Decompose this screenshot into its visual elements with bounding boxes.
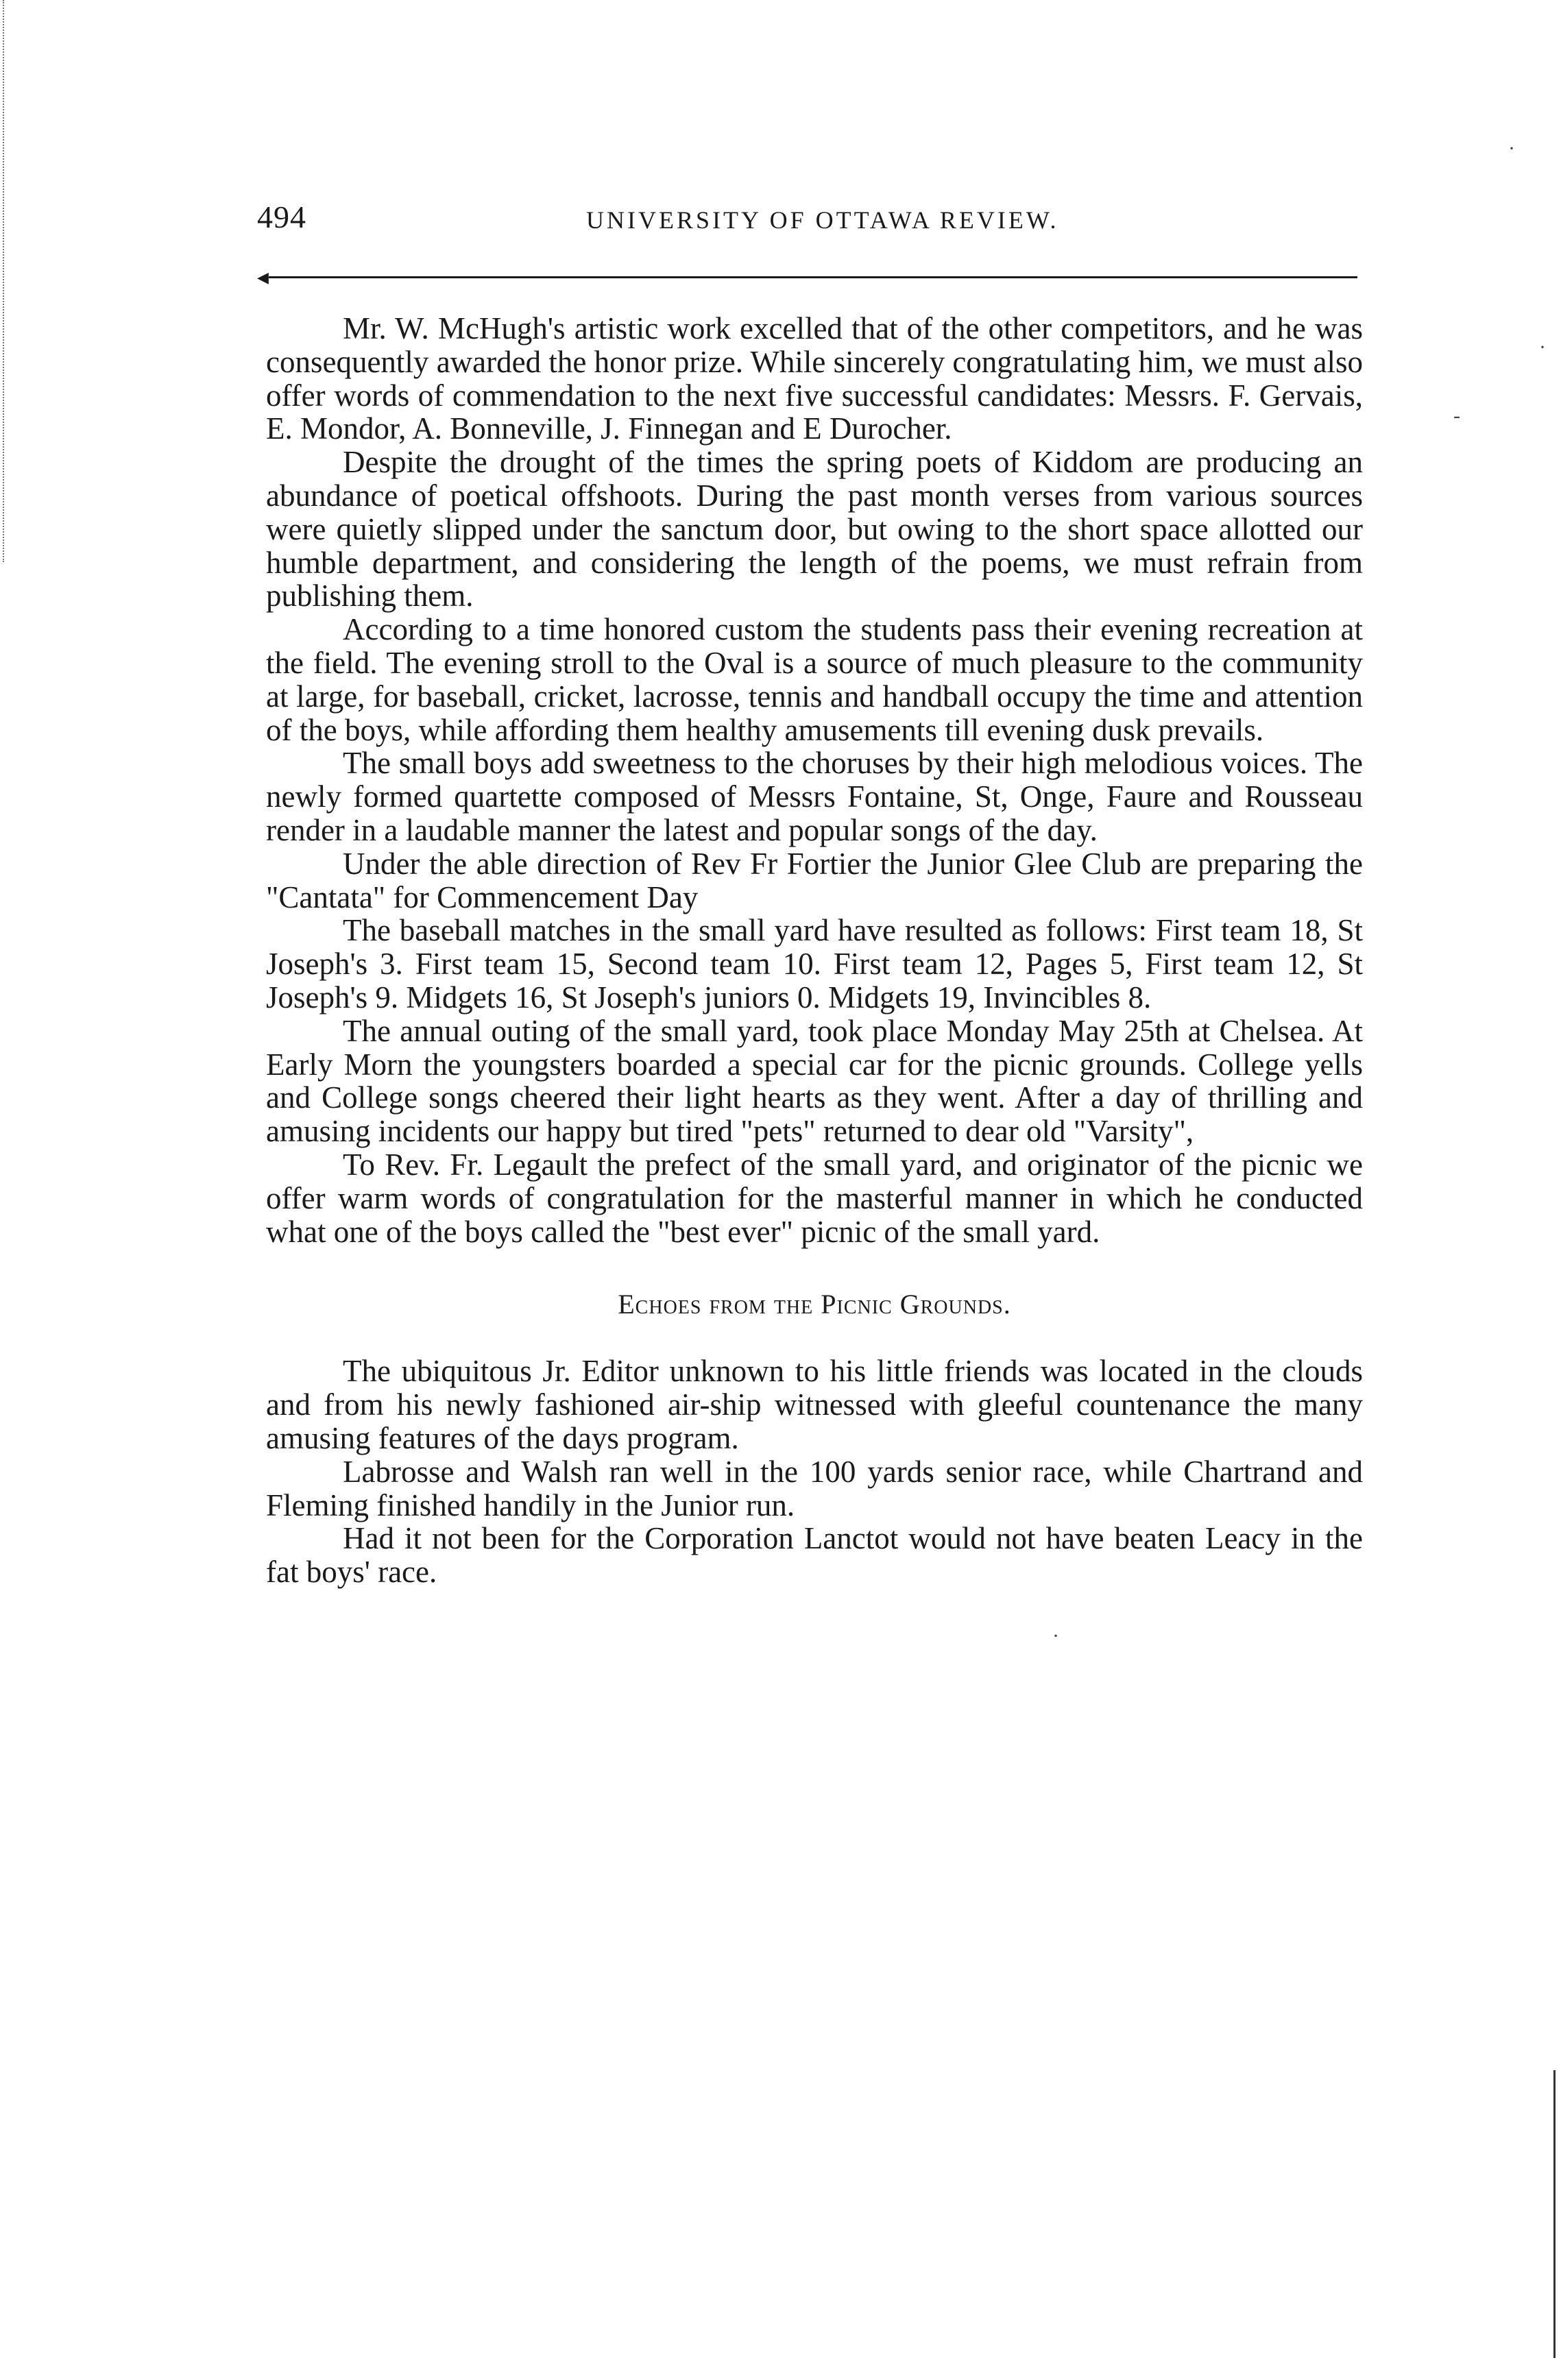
article-body <box>266 312 1363 1589</box>
paragraph-jr-editor: The ubiquitous Jr. Editor unknown to his little friends was located in the clouds and from his newly fashioned air-ship witnessed with gleeful countenance the many amusing features of the days program. <box>266 1354 1363 1455</box>
paragraph-mchugh: Mr. W. McHugh's artistic work excelled that of the other competitors, and he was consequently awarded the honor prize. While sincerely congratulating him, we must also offer words of commendation to the next five successful candidates: Messrs. F. Gervais, E. Mondor, A. Bonneville, J. Finnegan and E Durocher. <box>266 311 1363 446</box>
page-number: 494 <box>257 199 306 234</box>
scan-speck: · <box>1539 336 1546 359</box>
page-header <box>257 192 1354 247</box>
scan-speck: · <box>1052 1625 1059 1647</box>
binding-edge-dots <box>3 0 5 562</box>
scan-speck: · <box>1508 137 1515 160</box>
paragraph-glee-club: Under the able direction of Rev Fr Fortier the Junior Glee Club are preparing the "Cantata" for Commencement Day <box>266 846 1363 914</box>
paragraph-legault: To Rev. Fr. Legault the prefect of the small yard, and originator of the picnic we offer warm words of congratulation for the masterful manner in which he conducted what one of the boys called the "best ever" picnic of the small yard. <box>266 1147 1363 1249</box>
scan-speck: - <box>1453 404 1460 427</box>
rule-mark-icon: ◀ <box>257 269 269 286</box>
header-rule <box>269 276 1357 278</box>
paragraph-choruses: The small boys add sweetness to the choruses by their high melodious voices. The newly formed quartette composed of Messrs Fontaine, St, Onge, Faure and Rousseau render in a laudable manner the latest and popular songs of the day. <box>266 746 1363 847</box>
paragraph-baseball: The baseball matches in the small yard have resulted as follows: First team 18, St Joseph's 3. First team 15, Second team 10. First team 12, Pages 5, First team 12, St Joseph's 9. Midgets 16, St Joseph's juniors 0. Midgets 19, Invincibles 8. <box>266 913 1363 1015</box>
right-page-edge <box>1553 2070 1556 2358</box>
section-heading: Echoes from the Picnic Grounds. <box>618 1289 1011 1320</box>
paragraph-annual-outing: The annual outing of the small yard, took place Monday May 25th at Chelsea. At Early Morn the youngsters boarded a special car for the picnic grounds. College yells and College songs cheered their light hearts as they went. After a day of thrilling and amusing incidents our happy but tired "pets" returned to dear old "Varsity", <box>266 1013 1363 1149</box>
paragraph-poets: Despite the drought of the times the spring poets of Kiddom are producing an abundance of poetical offshoots. During the past month verses from various sources were quietly slipped under the sanctum door, but owing to the short space allotted our humble department, and considering the length of the poems, we must refrain from publishing them. <box>266 445 1363 614</box>
paragraph-race: Labrosse and Walsh ran well in the 100 yards senior race, while Chartrand and Fleming finished handily in the Junior run. <box>266 1454 1363 1522</box>
paragraph-evening-recreation: According to a time honored custom the students pass their evening recreation at the field. The evening stroll to the Oval is a source of much pleasure to the community at large, for baseball, cricket, lacrosse, tennis and handball occupy the time and attention of the boys, while affording them healthy amusements till evening dusk prevails. <box>266 612 1363 747</box>
paragraph-fat-boys-race: Had it not been for the Corporation Lanctot would not have beaten Leacy in the fat boys' race. <box>266 1521 1363 1590</box>
running-head: UNIVERSITY OF OTTAWA REVIEW. <box>586 206 1059 234</box>
